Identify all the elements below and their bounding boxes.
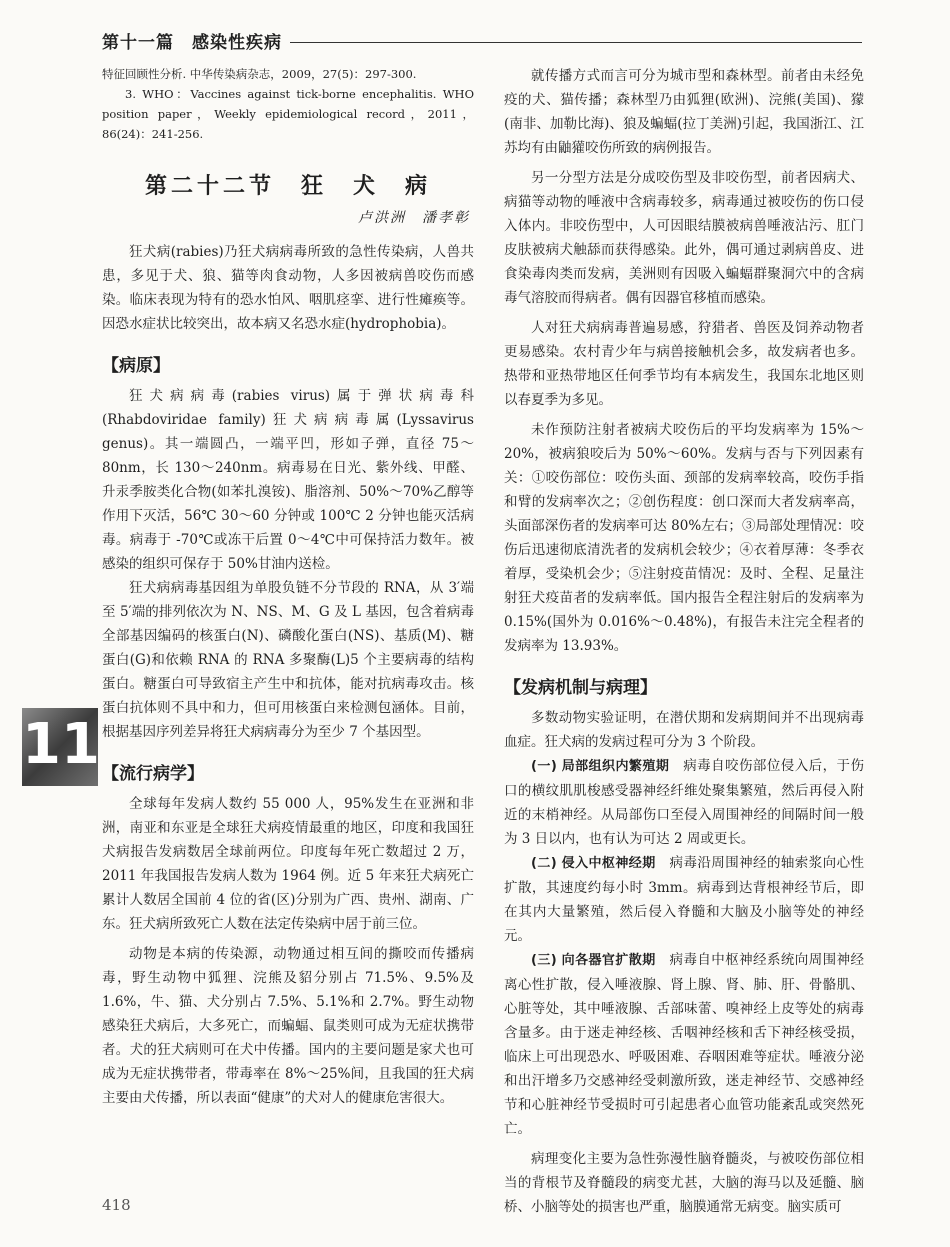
stage-title: (一) 局部组织内繁殖期 (531, 759, 670, 774)
right-column (504, 64, 864, 1219)
header-title: 第十一篇 感染性疾病 (102, 33, 282, 53)
reference-item: 3. WHO：Vaccines against tick-borne encephalitis. WHO position paper，Weekly epidemiological record，2011，86(24)：241-256. (102, 87, 474, 141)
body-paragraph: 未作预防注射者被病犬咬伤后的平均发病率为 15%～20%，被病狼咬后为 50%～60%。发病与否与下列因素有关：①咬伤部位：咬伤头面、颈部的发病率较高，咬伤手指和臂的发病率次之；②创伤程度：创口深而大者发病率高，头面部深伤者的发病率可达 80%左右；③局部处理情况：咬伤后迅速彻底清洗者的发病机会较少；④衣着厚薄：冬季衣着厚，受染机会少；⑤注射疫苗情况：及时、全程、足量注射狂犬疫苗者的发病率低。国内报告全程注射后的发病率为 0.15%(国外为 0.016%～0.48%)，有报告未注完全程者的发病率为 13.93%。 (504, 422, 864, 654)
body-paragraph: 狂犬病病毒基因组为单股负链不分节段的 RNA，从 3′端至 5′端的排列依次为 N、NS、M、G 及 L 基因，包含着病毒全部基因编码的核蛋白(N)、磷酸化蛋白(NS)、基质(M)、糖蛋白(G)和依赖 RNA 的 RNA 多聚酶(L)5 个主要病毒的结构蛋白。糖蛋白可导致宿主产生中和抗体，能对抗病毒攻击。核蛋白抗体则不具中和力，但可用核蛋白来检测包涵体。目前，根据基因序列差异将狂犬病病毒分为至少 7 个基因型。 (102, 580, 474, 740)
chapter-tab (22, 708, 98, 786)
chapter-tab-number: 11 (22, 712, 100, 777)
stage-paragraph (504, 948, 864, 1141)
stage-paragraph (504, 851, 864, 948)
stage-text: 病毒自咬伤部位侵入后，于伤口的横纹肌肌梭感受器神经纤维处聚集繁殖，然后再侵入附近的末梢神经。从局部伤口至侵入周围神经的间隔时间一般为 3 日以内，也有认为可达 2 周或更长。 (504, 758, 864, 847)
stage-title: (二) 侵入中枢神经期 (531, 856, 656, 871)
epidemiology-heading: 【流行病学】 (102, 764, 204, 784)
etiology-heading: 【病原】 (102, 356, 170, 376)
intro-paragraph: 狂犬病(rabies)乃狂犬病病毒所致的急性传染病，人兽共患，多见于犬、狼、猫等肉食动物，人多因被病兽咬伤而感染。临床表现为特有的恐水怕风、咽肌痉挛、进行性瘫痪等。因恐水症状比较突出，故本病又名恐水症(hydrophobia)。 (102, 244, 474, 332)
page-number: 418 (102, 1196, 131, 1214)
running-header (102, 28, 862, 58)
body-paragraph: 狂犬病病毒(rabies virus)属于弹状病毒科(Rhabdoviridae family)狂犬病病毒属(Lyssavirus genus)。其一端圆凸，一端平凹，形如子弹，直径 75～80nm，长 130～240nm。病毒易在日光、紫外线、甲醛、升汞季胺类化合物(如苯扎溴铵)、脂溶剂、50%～70%乙醇等作用下灭活，56℃ 30～60 分钟或 100℃ 2 分钟也能灭活病毒。病毒于 -70℃或冻干后置 0～4℃中可保持活力数年。被感染的组织可保存于 50%甘油内送检。 (102, 388, 474, 572)
body-paragraph: 动物是本病的传染源，动物通过相互间的撕咬而传播病毒，野生动物中狐狸、浣熊及貂分别占 71.5%、9.5%及 1.6%，牛、猫、犬分别占 7.5%、5.1%和 2.7%。野生动物感染狂犬病后，大多死亡，而蝙蝠、鼠类则可成为无症状携带者。犬的狂犬病则可在犬中传播。国内的主要问题是家犬也可成为无症状携带者，带毒率在 8%～25%间，且我国的狂犬病主要由犬传播，所以表面“健康”的犬对人的健康危害很大。 (102, 946, 474, 1106)
body-paragraph: 病理变化主要为急性弥漫性脑脊髓炎，与被咬伤部位相当的背根节及脊髓段的病变尤甚，大脑的海马以及延髓、脑桥、小脑等处的损害也严重，脑膜通常无病变。脑实质可 (504, 1151, 864, 1215)
body-paragraph: 人对狂犬病病毒普遍易感，狩猎者、兽医及饲养动物者更易感染。农村青少年与病兽接触机会多，故发病者也多。热带和亚热带地区任何季节均有本病发生，我国东北地区则以春夏季为多见。 (504, 320, 864, 408)
header-rule (290, 42, 862, 43)
authors: 卢洪洲 潘孝彰 (358, 210, 470, 226)
body-paragraph: 另一分型方法是分成咬伤型及非咬伤型，前者因病犬、病猫等动物的唾液中含病毒较多，病毒通过被咬伤的伤口侵入体内。非咬伤型中，人可因眼结膜被病兽唾液沾污、肛门皮肤被病犬触舔而获得感染。此外，偶可通过剥病兽皮、进食染毒肉类而发病，美洲则有因吸入蝙蝠群聚洞穴中的含病毒气溶胶而得病者。偶有因器官移植而感染。 (504, 170, 864, 306)
stage-text: 病毒沿周围神经的轴索浆向心性扩散，其速度约每小时 3mm。病毒到达背根神经节后，即在其内大量繁殖，然后侵入脊髓和大脑及小脑等处的神经元。 (504, 855, 864, 944)
stage-text: 病毒自中枢神经系统向周围神经离心性扩散，侵入唾液腺、肾上腺、肾、肺、肝、骨骼肌、心脏等处，其中唾液腺、舌部味蕾、嗅神经上皮等处的病毒含量多。由于迷走神经核、舌咽神经核和舌下神经核受损，临床上可出现恐水、呼吸困难、吞咽困难等症状。唾液分泌和出汗增多乃交感神经受刺激所致，迷走神经节、交感神经节和心脏神经节受损时可引起患者心血管功能紊乱或突然死亡。 (504, 952, 864, 1137)
left-column (102, 64, 474, 1110)
stage-paragraph (504, 754, 864, 851)
body-paragraph: 全球每年发病人数约 55 000 人，95%发生在亚洲和非洲，南亚和东亚是全球狂犬病疫情最重的地区，印度和我国狂犬病报告发病数居全球前两位。印度每年死亡数超过 2 万，2011 年我国报告发病人数为 1964 例。近 5 年来狂犬病死亡累计人数居全国前 4 位的省(区)分别为广西、贵州、湖南、广东。狂犬病所致死亡人数在法定传染病中居于前三位。 (102, 796, 474, 932)
section-title: 第二十二节 狂 犬 病 (144, 173, 431, 199)
body-paragraph: 多数动物实验证明，在潜伏期和发病期间并不出现病毒血症。狂犬病的发病过程可分为 3 个阶段。 (504, 710, 864, 750)
body-paragraph: 就传播方式而言可分为城市型和森林型。前者由未经免疫的犬、猫传播；森林型乃由狐狸(欧洲)、浣熊(美国)、獴(南非、加勒比海)、狼及蝙蝠(拉丁美洲)引起，我国浙江、江苏均有由鼬獾咬伤所致的病例报告。 (504, 68, 864, 156)
stage-title: (三) 向各器官扩散期 (531, 953, 656, 968)
reference-item: 特征回顾性分析. 中华传染病杂志，2009，27(5)：297-300. (102, 67, 417, 81)
pathogenesis-heading: 【发病机制与病理】 (504, 678, 657, 698)
